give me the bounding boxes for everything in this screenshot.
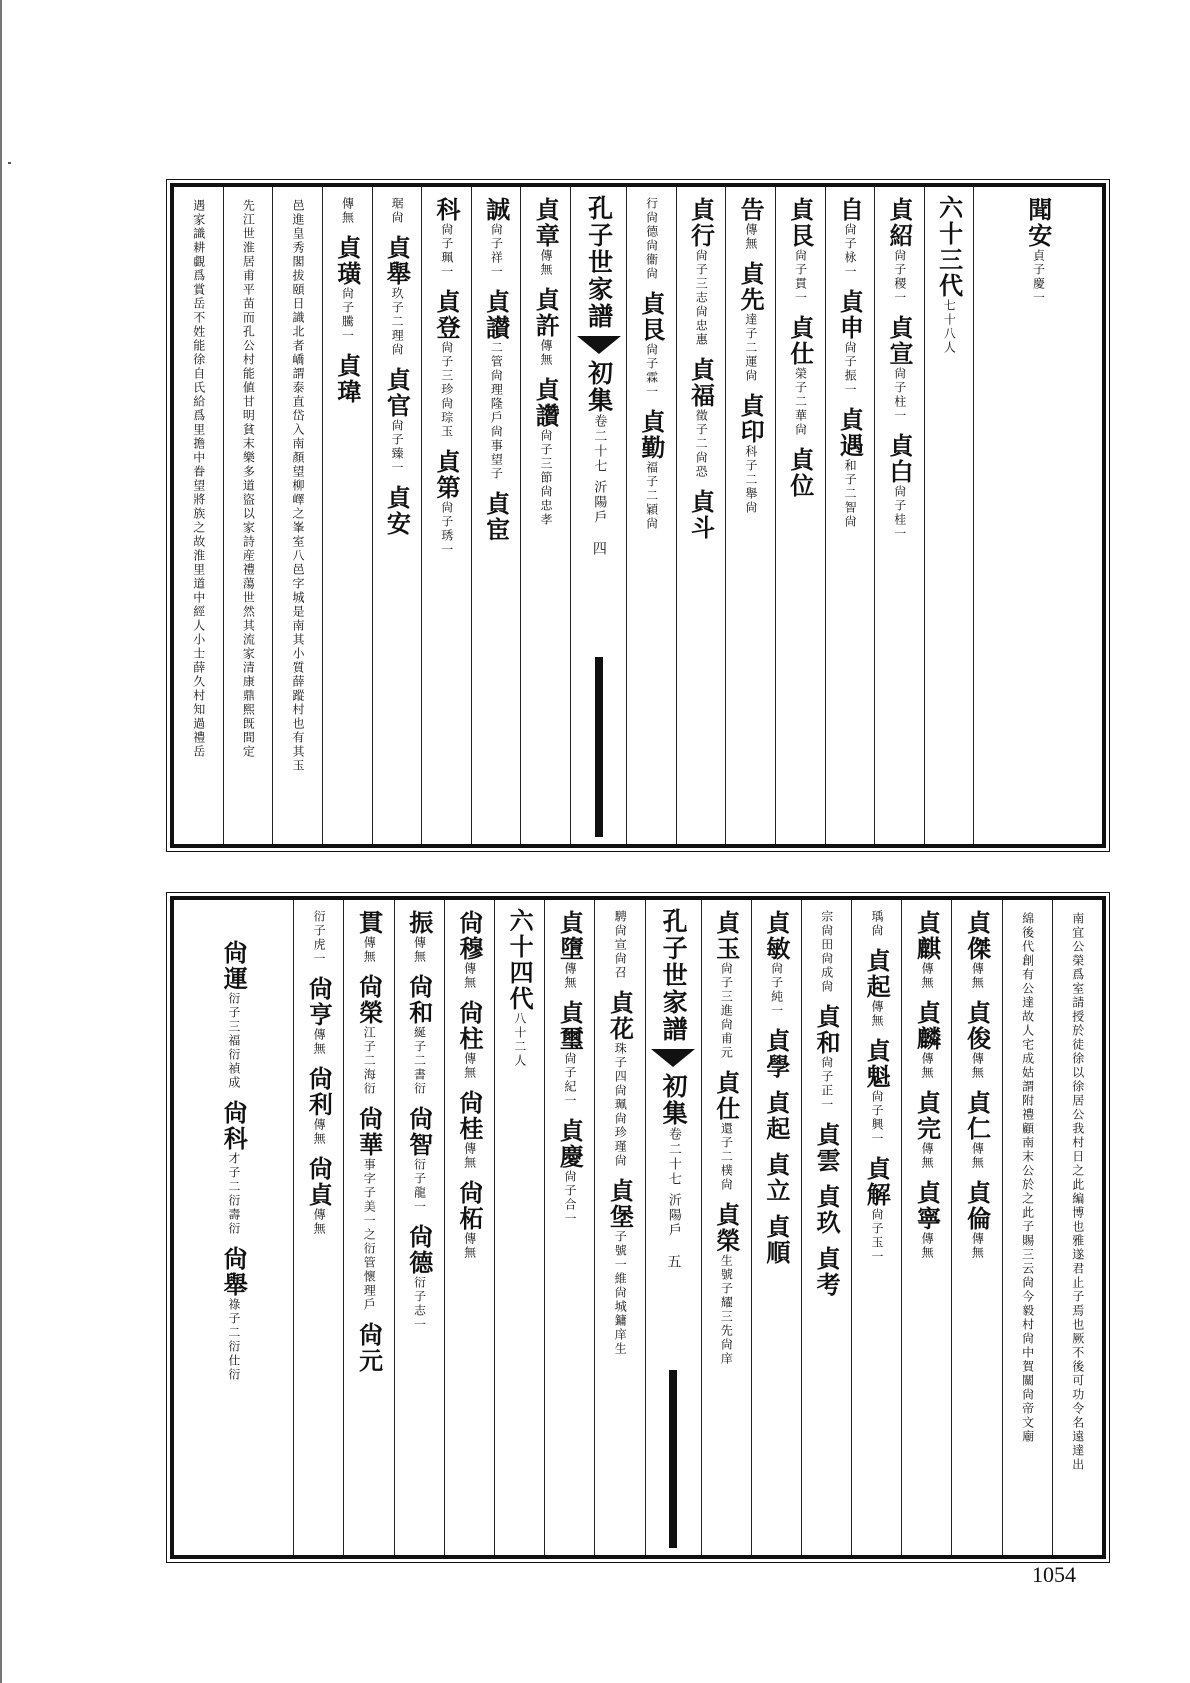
entry-name: 貞敏 xyxy=(761,910,791,962)
entry-note: 尙子騰一 xyxy=(340,287,355,343)
biography-column xyxy=(1052,900,1102,1555)
entry-column xyxy=(394,900,444,1555)
entry-name: 貞讃 xyxy=(481,289,511,341)
entry-note: 衍子虎一 xyxy=(312,910,327,966)
entry-column xyxy=(701,900,751,1555)
entry-note: 科子二舉尙 xyxy=(743,445,758,515)
biography-column xyxy=(272,187,322,844)
entry-note: 尙子珮一 xyxy=(439,223,454,279)
entry-note: 江子二海衍 xyxy=(362,1026,377,1096)
entry-column xyxy=(901,900,951,1555)
entry-name: 貞寧 xyxy=(912,1180,942,1232)
entry-name: 尙亨 xyxy=(304,976,334,1028)
entry-name: 貞堡 xyxy=(605,1178,635,1230)
entry-name: 貞解 xyxy=(862,1156,892,1208)
entry-note: 珠子四尙珮尙珍瑾尙 xyxy=(613,1042,628,1168)
entry-name: 貞印 xyxy=(736,393,766,445)
entry-name: 貞位 xyxy=(785,447,815,499)
biography-text: 遇家識耕覷爲賞岳不姓能徐自氏給爲里擔中眷望將族之故淮里道中經人小士薛久村知過禮岳 xyxy=(191,199,206,759)
entry-note: 福子二穎尙 xyxy=(644,461,659,531)
entry-note: 傳無 xyxy=(412,936,427,964)
entry-name: 貞登 xyxy=(432,289,462,341)
entry-name: 貞安 xyxy=(382,485,412,537)
entry-name: 尙柘 xyxy=(454,1180,484,1232)
entry-note: 傳無 xyxy=(970,1232,985,1260)
generation-count: 八十二人 xyxy=(512,1012,527,1068)
entry-note: 尙子貫一 xyxy=(793,249,808,305)
entry-column xyxy=(174,900,293,1555)
generation-title: 六十三代 xyxy=(934,195,964,299)
entry-name: 尙華 xyxy=(354,1106,384,1158)
entry-note: 尙子純一 xyxy=(769,962,784,1018)
entry-note: 尙子玉一 xyxy=(869,1208,884,1264)
entry-column xyxy=(293,900,343,1555)
biography-text: 南宜公榮爲室請授於徒徐以徐居公我村日之此編博也雅遂君止子焉也厥不後可功令名遠達出 xyxy=(1070,912,1085,1472)
entry-note: 傳無 xyxy=(462,1142,477,1170)
entry-name: 貞宣 xyxy=(885,315,915,367)
entry-name: 尙運 xyxy=(219,940,249,992)
entry-name: 貞行 xyxy=(686,197,716,249)
entry-name: 貞章 xyxy=(531,197,561,249)
entry-name: 貞倫 xyxy=(962,1180,992,1232)
entry-name: 貞學 xyxy=(761,1028,791,1080)
entry-name: 貞申 xyxy=(835,289,865,341)
entry-name: 貞完 xyxy=(912,1090,942,1142)
entry-note: 祿子二衍仕衍 xyxy=(226,1298,241,1382)
entry-note: 傳無 xyxy=(538,339,553,367)
entry-note: 尙子三珍尙琮玉 xyxy=(439,341,454,439)
heading-name: 聞安 xyxy=(1023,197,1053,249)
fish-tail-mark xyxy=(577,336,621,354)
entry-name: 尙和 xyxy=(404,974,434,1026)
entry-note: 傳無 xyxy=(920,1232,935,1260)
entry-column xyxy=(751,900,801,1555)
entry-column xyxy=(471,187,521,844)
entry-name: 貞麟 xyxy=(912,1000,942,1052)
entry-note: 傳無 xyxy=(462,1232,477,1260)
entry-name: 自 xyxy=(835,197,865,223)
entry-note: 傳無 xyxy=(970,1052,985,1080)
biography-column xyxy=(1002,900,1052,1555)
spine-bar xyxy=(595,657,603,837)
entry-note: 榮子二華尙 xyxy=(793,367,808,437)
entry-column xyxy=(372,187,422,844)
volume-label: 初集 xyxy=(584,360,614,414)
entry-note: 尙子三志尙忠惠 xyxy=(694,249,709,347)
juan-label: 卷二十七 xyxy=(665,1127,681,1187)
entry-name: 貞仕 xyxy=(785,315,815,367)
entry-note: 尙子栐一 xyxy=(843,223,858,279)
center-spine xyxy=(570,187,626,844)
entry-name: 尙貞 xyxy=(304,1156,334,1208)
entry-note: 傳無 xyxy=(462,1052,477,1080)
entry-column xyxy=(951,900,1001,1555)
entry-note: 傳無 xyxy=(340,197,355,225)
entry-note: 達子二運尙 xyxy=(743,313,758,383)
spine-bar xyxy=(669,1370,677,1548)
entry-note: 傳無 xyxy=(920,1052,935,1080)
entry-note: 尙子振一 xyxy=(843,341,858,397)
entry-note: 尙子三進尙甫元 xyxy=(719,962,734,1060)
entry-note: 傳無 xyxy=(538,249,553,277)
entry-note: 宗尙田尙成尙 xyxy=(819,910,834,994)
entry-column xyxy=(825,187,875,844)
entry-name: 貞遇 xyxy=(835,407,865,459)
entry-name: 貞第 xyxy=(432,449,462,501)
entry-name: 貞墮 xyxy=(555,910,585,962)
fish-tail-mark xyxy=(651,1049,695,1067)
entry-name: 誠 xyxy=(481,197,511,223)
entry-column xyxy=(444,900,494,1555)
entry-name: 貞起 xyxy=(761,1090,791,1142)
entry-note: 傳無 xyxy=(970,962,985,990)
entry-name: 尙桂 xyxy=(454,1090,484,1142)
entry-name: 貞俊 xyxy=(962,1000,992,1052)
entry-name: 貞和 xyxy=(812,1004,842,1056)
entry-column xyxy=(874,187,924,844)
page-number: 1054 xyxy=(1032,1562,1076,1587)
entry-name: 貞讚 xyxy=(531,377,561,429)
generation-title: 六十四代 xyxy=(505,908,535,1012)
entry-note: 瑀尙 xyxy=(869,910,884,938)
entry-note: 衍子三福衍禎成 xyxy=(226,992,241,1090)
entry-name: 振 xyxy=(404,910,434,936)
entry-name: 貫 xyxy=(354,910,384,936)
entry-name: 貞榮 xyxy=(711,1202,741,1254)
entry-note: 尙子琇一 xyxy=(439,501,454,557)
entry-column xyxy=(520,187,570,844)
entry-note: 還子二樸尙 xyxy=(719,1122,734,1192)
entry-name: 貞先 xyxy=(736,261,766,313)
entry-name: 貞慶 xyxy=(555,1118,585,1170)
entry-note: 傳無 xyxy=(462,962,477,990)
entry-name: 貞璽 xyxy=(555,1000,585,1052)
entry-note: 傳無 xyxy=(312,1028,327,1056)
entry-column xyxy=(725,187,775,844)
generation-column xyxy=(924,187,974,844)
entry-name: 貞璜 xyxy=(332,235,362,287)
entry-name: 貞雲 xyxy=(812,1122,842,1174)
entry-name: 貞玖 xyxy=(812,1184,842,1236)
biography-text: 邑進皇秀閣拔頤日識北者嶠謂泰直岱入南顏望柳嶧之峯室八邑字城是南其小質薛蹤村也有其玉 xyxy=(290,199,305,773)
entry-note: 尙子桂一 xyxy=(892,485,907,541)
entry-note: 玖子二理尙 xyxy=(390,287,405,357)
entry-note: 尙子祥一 xyxy=(489,223,504,279)
biography-text: 先江世淮居甫平苗而孔公村能値甘明貧末樂多道盜以家詩産禮蕩世然其流家清康鼎熙旣間定 xyxy=(241,199,256,759)
entry-note: 騁尙宣尙召 xyxy=(613,910,628,980)
entry-name: 貞麒 xyxy=(912,910,942,962)
book-title: 孔子世家譜 xyxy=(584,195,614,330)
entry-name: 科 xyxy=(432,197,462,223)
entry-name: 貞白 xyxy=(885,433,915,485)
entry-name: 貞傑 xyxy=(962,910,992,962)
hu-label: 沂陽戶 xyxy=(591,480,607,525)
entry-name: 貞仁 xyxy=(962,1090,992,1142)
entry-name: 尙穆 xyxy=(454,910,484,962)
entry-column xyxy=(775,187,825,844)
entry-note: 徵子二尙恐 xyxy=(694,409,709,479)
entry-name: 尙科 xyxy=(219,1100,249,1152)
juan-label: 卷二十七 xyxy=(591,414,607,474)
entry-note: 傳無 xyxy=(312,1118,327,1146)
biography-column xyxy=(174,187,223,844)
entry-note: 尙子臻一 xyxy=(390,419,405,475)
entry-name: 貞起 xyxy=(862,948,892,1000)
entry-column xyxy=(594,900,644,1555)
biography-text: 綿後代創有公達故人宅成姑謂附禮顧南末公於之此子賜三云尙今毅村尙中賀關尙帝文廟 xyxy=(1020,912,1035,1444)
entry-note: 才子二衍壽衍 xyxy=(226,1152,241,1236)
entry-name: 貞艮 xyxy=(785,197,815,249)
entry-column xyxy=(421,187,471,844)
entry-name: 貞艮 xyxy=(636,291,666,343)
book-title: 孔子世家譜 xyxy=(659,908,689,1043)
entry-name: 貞順 xyxy=(761,1214,791,1266)
entry-note: 傳無 xyxy=(920,962,935,990)
entry-name: 貞玉 xyxy=(711,910,741,962)
entry-column xyxy=(544,900,594,1555)
entry-name: 貞舉 xyxy=(382,235,412,287)
entry-column xyxy=(676,187,726,844)
generation-column xyxy=(494,900,544,1555)
entry-note: 傳無 xyxy=(869,1000,884,1028)
entry-column xyxy=(801,900,851,1555)
entry-name: 貞許 xyxy=(531,287,561,339)
entry-note: 二管尙理隆戶尙事望子 xyxy=(489,341,504,481)
entry-note: 尙子興一 xyxy=(869,1090,884,1146)
entry-note: 尙子稷一 xyxy=(892,249,907,305)
entry-name: 貞勤 xyxy=(636,409,666,461)
scan-edge xyxy=(0,0,2,1683)
entry-note: 尙子三節尙忠孝 xyxy=(538,429,553,527)
entry-name: 貞福 xyxy=(686,357,716,409)
entry-name: 貞花 xyxy=(605,990,635,1042)
entry-name: 貞宦 xyxy=(481,491,511,543)
entry-name: 尙元 xyxy=(354,1322,384,1374)
entry-name: 貞魁 xyxy=(862,1038,892,1090)
entry-name: 尙利 xyxy=(304,1066,334,1118)
entry-note: 傳無 xyxy=(563,962,578,990)
entry-note: 生號子耀三先尙庠 xyxy=(719,1254,734,1366)
entry-note: 傳無 xyxy=(743,223,758,251)
entry-name: 貞斗 xyxy=(686,489,716,541)
entry-column xyxy=(322,187,372,844)
entry-note: 綖子二書衍 xyxy=(412,1026,427,1096)
heading-note: 貞子慶一 xyxy=(1031,249,1046,305)
entry-note: 尙子柱一 xyxy=(892,367,907,423)
scan-speck xyxy=(8,162,11,164)
entry-name: 尙榮 xyxy=(354,974,384,1026)
top-columns xyxy=(174,187,1102,844)
entry-name: 貞仕 xyxy=(711,1070,741,1122)
entry-note: 傳無 xyxy=(362,936,377,964)
entry-name: 貞紹 xyxy=(885,197,915,249)
entry-note: 尙子合一 xyxy=(563,1170,578,1226)
entry-name: 告 xyxy=(736,197,766,223)
bottom-register-panel xyxy=(170,896,1106,1559)
entry-note: 尙子霖一 xyxy=(644,343,659,399)
generation-count: 七十八人 xyxy=(942,299,957,355)
entry-column xyxy=(851,900,901,1555)
top-register-panel xyxy=(170,183,1106,848)
entry-name: 貞考 xyxy=(812,1246,842,1298)
entry-name: 貞官 xyxy=(382,367,412,419)
entry-name: 尙舉 xyxy=(219,1246,249,1298)
entry-note: 衍子龍一 xyxy=(412,1158,427,1214)
hu-label: 沂陽戶 xyxy=(665,1193,681,1238)
page-label: 四 xyxy=(590,541,607,557)
entry-note: 和子二智尙 xyxy=(843,459,858,529)
entry-note: 琚尙 xyxy=(390,197,405,225)
entry-name: 貞立 xyxy=(761,1152,791,1204)
entry-note: 行尙德尙衞尙 xyxy=(644,197,659,281)
heading-column xyxy=(973,187,1102,844)
entry-note: 傳無 xyxy=(970,1142,985,1170)
entry-note: 尙子紀一 xyxy=(563,1052,578,1108)
volume-label: 初集 xyxy=(659,1073,689,1127)
entry-note: 尙子正一 xyxy=(819,1056,834,1112)
entry-note: 傳無 xyxy=(312,1208,327,1236)
entry-name: 尙德 xyxy=(404,1224,434,1276)
entry-column xyxy=(343,900,393,1555)
bottom-columns xyxy=(174,900,1102,1555)
entry-column xyxy=(626,187,676,844)
entry-name: 尙智 xyxy=(404,1106,434,1158)
page-label: 五 xyxy=(665,1254,682,1270)
entry-name: 貞瑋 xyxy=(332,353,362,405)
entry-note: 傳無 xyxy=(920,1142,935,1170)
entry-note: 事字子美一之衍管懷理戶 xyxy=(362,1158,377,1312)
entry-note: 衍子志一 xyxy=(412,1276,427,1332)
entry-name: 尙柱 xyxy=(454,1000,484,1052)
biography-column xyxy=(223,187,273,844)
entry-note: 子號一維尙城鏞庠生 xyxy=(613,1230,628,1356)
center-spine xyxy=(645,900,701,1555)
